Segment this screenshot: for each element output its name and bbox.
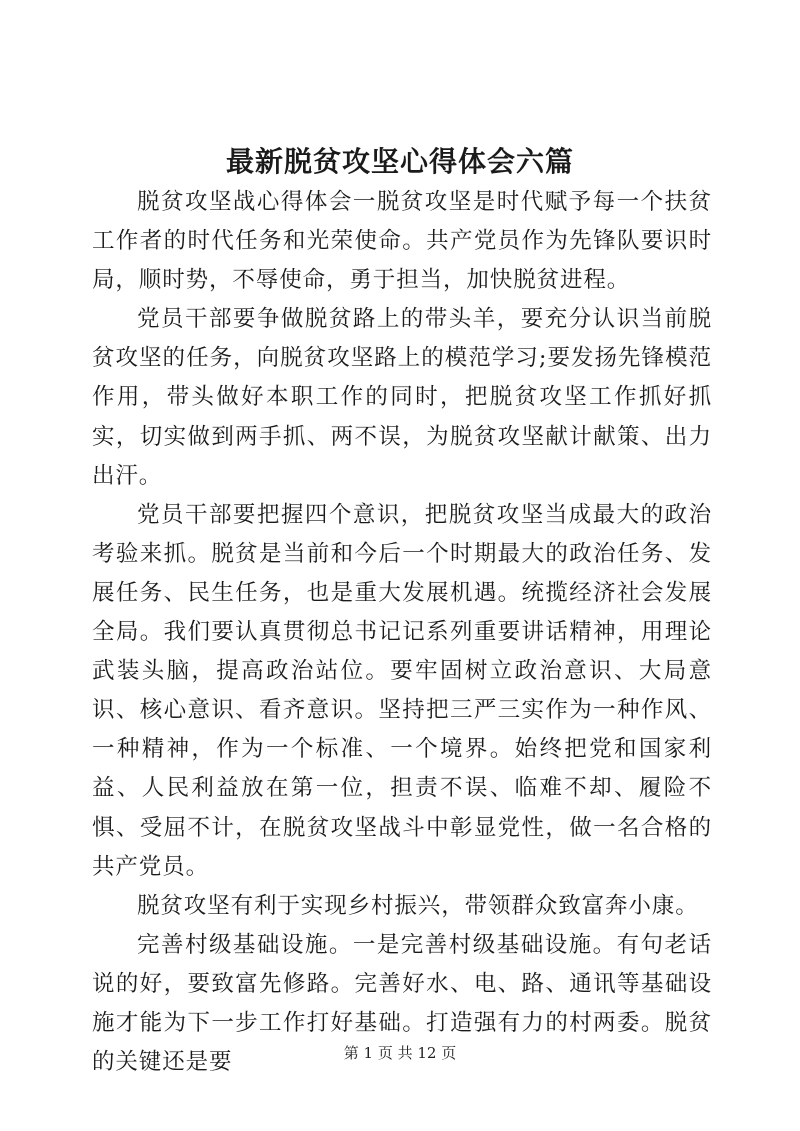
paragraph-1: 脱贫攻坚战心得体会一脱贫攻坚是时代赋予每一个扶贫工作者的时代任务和光荣使命。共产党员作为先锋队要识时局，顺时势，不辱使命，勇于担当，加快脱贫进程。 [92, 189, 712, 294]
paragraph-5: 完善村级基础设施。一是完善村级基础设施。有句老话说的好，要致富先修路。完善好水、电、路、通讯等基础设施才能为下一步工作打好基础。打造强有力的村两委。脱贫的关键还是要 [92, 931, 712, 1076]
page-footer: 第 1 页 共 12 页 [343, 1044, 457, 1062]
paragraph-2: 党员干部要争做脱贫路上的带头羊，要充分认识当前脱贫攻坚的任务，向脱贫攻坚路上的模范学习;要发扬先锋模范作用，带头做好本职工作的同时，把脱贫攻坚工作抓好抓实，切实做到两手抓、两不误，为脱贫攻坚献计献策、出力出汗。 [92, 306, 712, 489]
document-body [92, 183, 712, 1082]
paragraph-4: 脱贫攻坚有利于实现乡村振兴，带领群众致富奔小康。 [137, 892, 699, 919]
paragraph-3: 党员干部要把握四个意识，把脱贫攻坚当成最大的政治考验来抓。脱贫是当前和今后一个时期最大的政治任务、发展任务、民生任务，也是重大发展机遇。统揽经济社会发展全局。我们要认真贯彻总书记记系列重要讲话精神，用理论武装头脑，提高政治站位。要牢固树立政治意识、大局意识、核心意识、看齐意识。坚持把三严三实作为一种作风、一种精神，作为一个标准、一个境界。始终把党和国家利益、人民利益放在第一位，担责不误、临难不却、履险不惧、受屈不计，在脱贫攻坚战斗中彰显党性，做一名合格的共产党员。 [92, 501, 712, 880]
document-title: 最新脱贫攻坚心得体会六篇 [225, 145, 574, 178]
